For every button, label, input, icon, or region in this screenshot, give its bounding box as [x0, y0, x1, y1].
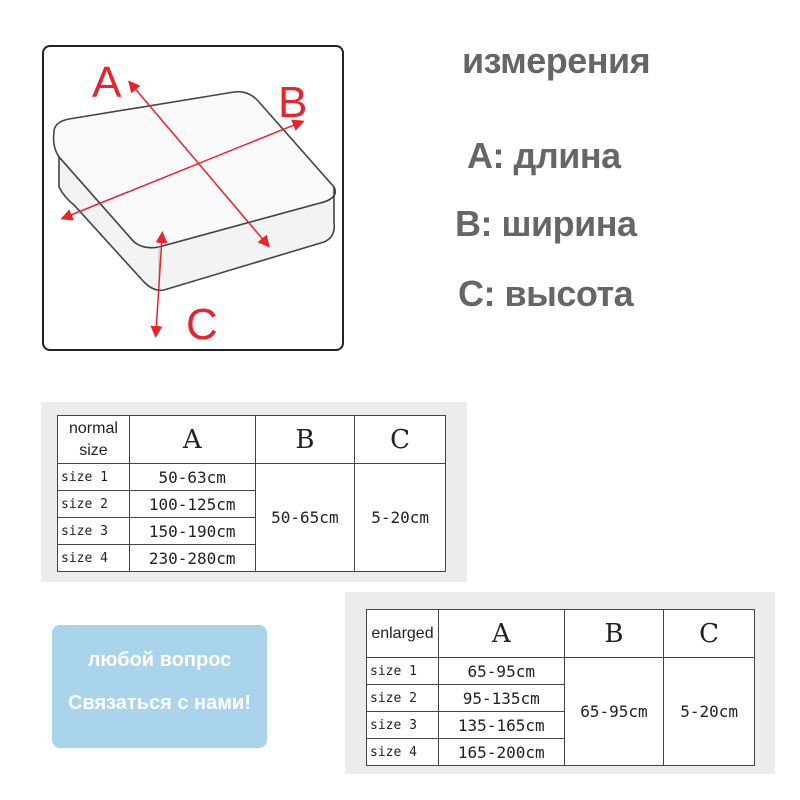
cell-a: 100-125cm	[129, 491, 255, 518]
row-label: size 2	[58, 491, 130, 518]
cell-c: 5-20cm	[355, 464, 446, 572]
label-a: A	[92, 58, 122, 107]
col-header-a: A	[438, 610, 564, 658]
row-label: size 3	[58, 518, 130, 545]
cell-a: 230-280cm	[129, 545, 255, 572]
col-header-c: C	[664, 610, 755, 658]
col-header-c: C	[355, 416, 446, 464]
normal-size-label: normal size	[58, 416, 130, 464]
legend-b: B: ширина	[455, 203, 637, 244]
cell-a: 165-200cm	[438, 739, 564, 766]
cell-a: 65-95cm	[438, 658, 564, 685]
table-row	[367, 658, 755, 685]
legend-title: измерения	[462, 40, 651, 81]
cell-c: 5-20cm	[664, 658, 755, 766]
row-label: size 1	[367, 658, 439, 685]
row-label: size 4	[58, 545, 130, 572]
row-label: size 1	[58, 464, 130, 491]
cell-a: 135-165cm	[438, 712, 564, 739]
legend-c: C: высота	[458, 273, 634, 314]
label-b: B	[278, 78, 308, 127]
row-label: size 3	[367, 712, 439, 739]
table-row	[58, 464, 446, 491]
cell-b: 65-95cm	[564, 658, 664, 766]
col-header-a: A	[129, 416, 255, 464]
label-c: C	[186, 300, 218, 349]
enlarged-size-label: enlarged	[367, 610, 439, 658]
cushion-diagram	[42, 45, 344, 351]
row-label: size 2	[367, 685, 439, 712]
cell-a: 95-135cm	[438, 685, 564, 712]
normal-size-table	[57, 415, 446, 572]
contact-box[interactable]	[52, 625, 267, 748]
row-label: size 4	[367, 739, 439, 766]
cell-b: 50-65cm	[255, 464, 355, 572]
cushion-illustration	[44, 47, 344, 351]
contact-us: Связаться с нами!	[67, 692, 252, 714]
col-header-b: B	[255, 416, 355, 464]
contact-question: любой вопрос	[87, 649, 232, 671]
cell-a: 150-190cm	[129, 518, 255, 545]
legend-a: A: длина	[467, 135, 621, 176]
enlarged-size-table	[366, 609, 755, 766]
cell-a: 50-63cm	[129, 464, 255, 491]
col-header-b: B	[564, 610, 664, 658]
